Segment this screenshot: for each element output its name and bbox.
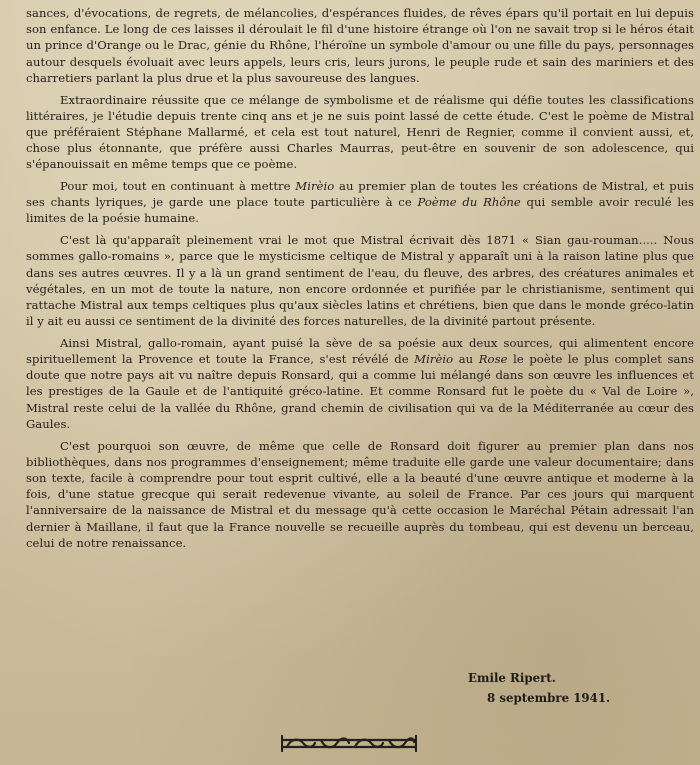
text-segment: Ainsi Mistral, gallo-romain, ayant puisé la sève de sa poésie aux deux sources, qui alimentent encore spirituellement la Provence et toute la France, s'est révélé de bbox=[26, 335, 694, 367]
text-segment: C'est pourquoi son œuvre, de même que celle de Ronsard doit figurer au premier plan dans nos bibliothèques, dans nos programmes d'enseignement; même traduite elle garde une valeur documentaire; dans son texte, facile à comprendre pour tout esprit cultivé, elle a la beauté d'une œuvre antique et moderne à la fois, d'une statue grecque qui serait redevenue vivante, au soleil de France. Par ces jours qui marquent l'anniversaire de la naissance de Mistral et du message qu'à cette occasion le Maréchal Pétain adressait l'an dernier à Maillane, il faut que la France nouvelle se recueille auprès du tombeau, qui est devenu un berceau, celui de notre renaissance. bbox=[26, 438, 694, 550]
italic-title: Mirèio bbox=[414, 352, 454, 367]
paragraph bbox=[26, 232, 694, 329]
paragraph bbox=[26, 92, 694, 173]
italic-title: Mirèio bbox=[295, 179, 335, 194]
paragraph bbox=[26, 5, 694, 86]
text-segment: sances, d'évocations, de regrets, de mélancolies, d'espérances fluides, de rêves épars qu'il portait en lui depuis son enfance. Le long de ces laisses il déroulait le fil d'une histoire étrange où l'on ne savait trop si le héros était un prince d'Orange ou le Drac, génie du Rhône, l'héroïne un symbole d'amour ou une fille du pays, personnages autour desquels évoluait avec leurs appels, leurs cris, leurs jurons, le peuple rude et sain des mariniers et des charretiers parlant la plus drue et la plus savoureuse des langues. bbox=[26, 6, 694, 85]
article-date: 8 septembre 1941. bbox=[487, 691, 611, 705]
article-body bbox=[26, 5, 694, 557]
text-segment: au bbox=[453, 352, 479, 367]
text-segment: le poète le plus complet sans doute que notre pays ait vu naître depuis Ronsard, qui a comme lui mélangé dans son œuvre les influences et les prestiges de la Gaule et de l'antiquité gréco-latine. Et comme Ronsard fut le poète du « Val de Loire », Mistral reste celui de la vallée du Rhône, grand chemin de civilisation qui va de la Méditerranée au cœur des Gaules. bbox=[26, 352, 694, 431]
text-segment: au premier plan de toutes les créations de Mistral, et puis ses chants lyriques, je garde une place toute particulière à ce bbox=[26, 179, 694, 210]
author-signature: Emile Ripert. bbox=[468, 671, 556, 685]
text-segment: qui semble avoir reculé les limites de la poésie humaine. bbox=[26, 195, 694, 226]
decorative-wave-ornament-icon bbox=[281, 733, 417, 753]
paragraph bbox=[26, 178, 694, 227]
paragraph bbox=[26, 335, 694, 432]
italic-title: Poème du Rhône bbox=[417, 195, 521, 210]
italic-title: Rose bbox=[478, 352, 508, 367]
paragraph bbox=[26, 438, 694, 551]
text-segment: Extraordinaire réussite que ce mélange de symbolisme et de réalisme qui défie toutes les classifications littéraires, je l'étudie depuis trente cinq ans et je ne suis point lassé de cette étude. C'est le poème de Mistral que préféraient Stéphane Mallarmé, et cela est tout naturel, Henri de Regnier, comme il convient aussi, et, chose plus étonnante, que préfère aussi Charles Maurras, peut-être en souvenir de son adolescence, qui s'épanouissait en même temps que ce poème. bbox=[26, 92, 694, 172]
text-segment: Pour moi, tout en continuant à mettre bbox=[60, 179, 296, 194]
text-segment: C'est là qu'apparaît pleinement vrai le mot que Mistral écrivait dès 1871 « Sian gau-rouman..... Nous sommes gallo-romains », parce que le mysticisme celtique de Mistral y apparaît uni à la raison latine plus que dans ses autres œuvres. Il y a là un grand sentiment de l'eau, du fleuve, des arbres, des créatures animales et végétales, en un mot de toute la nature, non encore ordonnée et purifiée par le christianisme, sentiment qui rattache Mistral aux temps celtiques plus qu'aux siècles latins et chrétiens, bien que dans le monde gréco-latin il y ait eu aussi ce sentiment de la divinité des forces naturelles, de la divinité partout présente. bbox=[26, 233, 694, 329]
